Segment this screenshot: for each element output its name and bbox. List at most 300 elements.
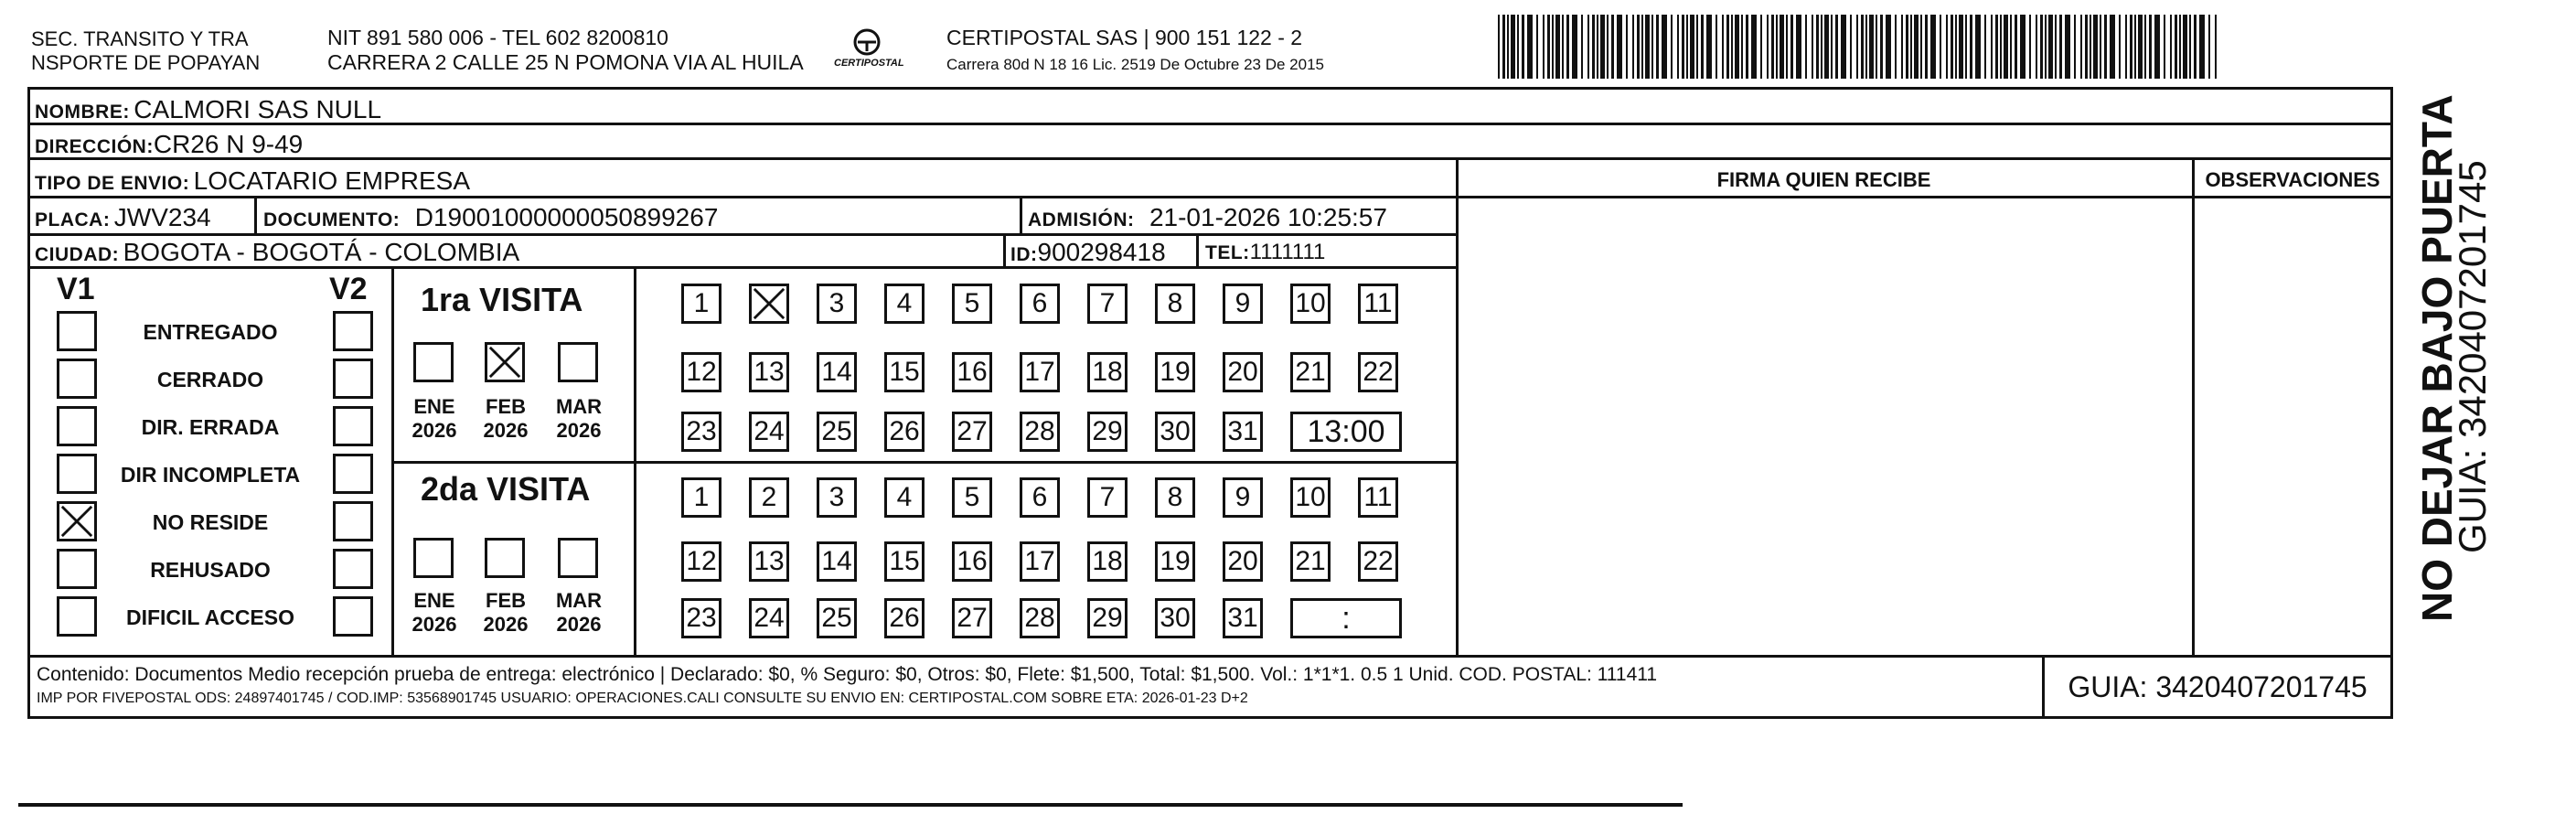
month-name: ENE [413,589,455,612]
barcode-bar [2144,15,2146,79]
id-field [1010,240,1166,265]
v1-label: V1 [57,272,95,306]
barcode-bar [1901,15,1903,79]
time-box[interactable]: 13:00 [1290,412,1402,452]
barcode-bar [1984,15,1986,79]
barcode-bar [1812,15,1813,79]
id-value: 900298418 [1037,238,1166,266]
barcode-bar [2134,15,2136,79]
day-box[interactable]: 23 [681,598,721,638]
barcode-bar [1701,15,1704,79]
day-box[interactable]: 29 [1087,412,1128,452]
day-box[interactable]: 17 [1020,541,1060,582]
barcode-bar [1869,15,1874,79]
first-visit-label: 1ra VISITA [421,281,583,318]
day-box[interactable]: 13 [749,541,789,582]
barcode-bar [2093,15,2098,79]
barcode-bar [1995,15,1998,79]
day-box[interactable]: 20 [1223,352,1263,392]
month-label [474,395,538,444]
barcode-bar [1760,15,1762,79]
v1-checkbox[interactable] [57,311,97,351]
day-box[interactable]: 13 [749,352,789,392]
day-box[interactable]: 18 [1087,541,1128,582]
day-box[interactable]: 31 [1223,598,1263,638]
barcode [1498,15,2220,79]
obs-header: OBSERVACIONES [2205,168,2380,191]
day-box[interactable]: 22 [1358,352,1398,392]
bottom-rule [18,803,1683,807]
barcode-bar [1965,15,1967,79]
barcode-bar [1741,15,1743,79]
month-label [402,589,466,637]
month-label [547,395,611,444]
barcode-bar [1991,15,1993,79]
day-box[interactable]: 7 [1087,477,1128,518]
barcode-bar [2036,15,2037,79]
barcode-bar [1975,15,1981,79]
barcode-bar [1498,15,1500,79]
day-box[interactable]: 14 [817,352,857,392]
firma-header: FIRMA QUIEN RECIBE [1716,168,1931,191]
month-checkbox[interactable] [558,342,598,382]
day-box[interactable]: 26 [884,412,925,452]
barcode-bar [2004,15,2008,79]
month-year: 2026 [483,613,529,637]
day-box[interactable]: 27 [952,598,992,638]
day-box[interactable] [749,284,789,324]
day-box[interactable]: 22 [1358,541,1398,582]
day-box[interactable]: 23 [681,412,721,452]
second-visit-label: 2da VISITA [421,470,591,508]
day-box[interactable]: 15 [884,352,925,392]
barcode-bar [1959,15,1963,79]
x-mark-icon [59,504,94,539]
barcode-bar [1581,15,1583,79]
month-checkbox[interactable] [485,538,525,578]
barcode-bar [2179,15,2181,79]
month-label [402,395,466,444]
nombre-label [35,97,381,123]
day-box[interactable]: 4 [884,477,925,518]
barcode-bar [1511,15,1515,79]
month-label [547,589,611,637]
barcode-bar [1507,15,1509,79]
barcode-bar [1662,15,1667,79]
v2-checkbox[interactable] [333,311,373,351]
nombre-value: CALMORI SAS NULL [134,95,382,123]
certipostal-logo [830,26,903,79]
barcode-bar [1686,15,1688,79]
day-box[interactable]: 29 [1087,598,1128,638]
barcode-bar [1555,15,1560,79]
barcode-bar [1850,15,1852,79]
month-checkbox[interactable] [413,342,454,382]
barcode-bar [1880,15,1883,79]
barcode-bar [2000,15,2002,79]
barcode-bar [2015,15,2017,79]
barcode-bar [1543,15,1545,79]
v1-checkbox[interactable] [57,501,97,541]
barcode-bar [1780,15,1784,79]
day-box[interactable]: 21 [1290,352,1331,392]
barcode-bar [1751,15,1757,79]
day-box[interactable]: 28 [1020,412,1060,452]
barcode-bar [1776,15,1778,79]
day-box[interactable]: 21 [1290,541,1331,582]
day-box[interactable]: 15 [884,541,925,582]
barcode-bar [1940,15,1941,79]
barcode-bar [1527,15,1533,79]
barcode-bar [1821,15,1822,79]
admision-field [1028,205,1387,230]
month-year: 2026 [483,419,529,443]
day-box[interactable]: 11 [1358,284,1398,324]
v1-checkbox[interactable] [57,596,97,637]
barcode-bar [1611,15,1614,79]
row-line-5 [27,266,1458,269]
day-box[interactable]: 1 [681,477,721,518]
day-box[interactable]: 24 [749,412,789,452]
barcode-bar [1547,15,1550,79]
barcode-bar [1886,15,1891,79]
barcode-bar [1632,15,1634,79]
barcode-bar [1790,15,1793,79]
reason-label: DIR INCOMPLETA [120,463,301,487]
day-box[interactable]: 1 [681,284,721,324]
sender-line-2: NSPORTE DE POPAYAN [31,51,261,74]
day-box[interactable]: 20 [1223,541,1263,582]
day-box[interactable]: 10 [1290,477,1331,518]
barcode-bar [1592,15,1595,79]
tel-field [1205,241,1325,263]
month-year: 2026 [412,613,457,637]
barcode-bar [1645,15,1650,79]
barcode-bar [1906,15,1908,79]
day-box[interactable]: 24 [749,598,789,638]
placa-divider [254,196,257,234]
month-name: FEB [486,395,526,418]
day-box[interactable]: 16 [952,541,992,582]
row-line-4 [27,233,1458,236]
documento-value: D19001000000050899267 [414,203,719,231]
barcode-bar [1722,15,1724,79]
barcode-bar [2130,15,2132,79]
imp-line: IMP POR FIVEPOSTAL ODS: 24897401745 / COD.IMP: 53568901745 USUARIO: OPERACIONES.CALI CONSULTE SU ENVIO EN: CERTIPOSTAL.COM SOBRE ETA: 2026-01-23 D+2 [37,691,1248,706]
x-mark-icon [752,286,786,321]
ciudad-label: CIUDAD: [35,244,120,265]
barcode-bar [1597,15,1598,79]
v1-checkbox[interactable] [57,406,97,446]
obs-col-left [2192,157,2195,657]
month-checkbox[interactable] [413,538,454,578]
barcode-bar [2119,15,2121,79]
v2-checkbox[interactable] [333,596,373,637]
v1-checkbox[interactable] [57,454,97,494]
barcode-bar [2029,15,2031,79]
barcode-bar [1562,15,1564,79]
v1-checkbox[interactable] [57,359,97,399]
row-line-6 [27,655,2393,658]
barcode-bar [1970,15,1972,79]
side-warning: NO DEJAR BAJO PUERTA [2413,94,2461,622]
barcode-bar [1600,15,1605,79]
barcode-bar [1835,15,1838,79]
documento-label: DOCUMENTO: [263,209,401,230]
barcode-bar [2189,15,2191,79]
row-line-1 [27,123,2393,125]
barcode-bar [2048,15,2053,79]
barcode-bar [1656,15,1659,79]
contenido-line: Contenido: Documentos Medio recepción prueba de entrega: electrónico | Declarado: $0, % Seguro: $0, Otros: $0, Flete: $1,500, Total: $1,500. Vol.: 1*1*1. 0.5 1 Unid. COD. POSTAL: 111411 [37,664,1658,685]
day-box[interactable]: 6 [1020,284,1060,324]
id-divider [1003,233,1006,267]
barcode-bar [2125,15,2127,79]
barcode-bar [1876,15,1877,79]
barcode-bar [1706,15,1712,79]
day-box[interactable]: 10 [1290,284,1331,324]
tipo-label [35,168,470,194]
barcode-bar [1626,15,1628,79]
v2-checkbox[interactable] [333,454,373,494]
barcode-bar [2215,15,2217,79]
reason-label: CERRADO [156,368,264,391]
barcode-bar [1805,15,1807,79]
day-box[interactable]: 31 [1223,412,1263,452]
month-name: MAR [555,395,603,418]
tel-value: 1111111 [1249,240,1326,264]
placa-label: PLACA: [35,209,111,230]
v2-checkbox[interactable] [333,359,373,399]
barcode-bar [2208,15,2210,79]
day-box[interactable]: 4 [884,284,925,324]
day-box[interactable]: 26 [884,598,925,638]
day-box[interactable]: 3 [817,477,857,518]
barcode-bar [2074,15,2076,79]
day-box[interactable]: 17 [1020,352,1060,392]
logo-text: CERTIPOSTAL [834,58,904,69]
barcode-bar [1731,15,1733,79]
footer-guia: GUIA: 3420407201745 [2068,670,2368,703]
v1-checkbox[interactable] [57,549,97,589]
day-box[interactable]: 2 [749,477,789,518]
day-box[interactable]: 25 [817,598,857,638]
day-box[interactable]: 16 [952,352,992,392]
barcode-bar [1841,15,1846,79]
day-box[interactable]: 14 [817,541,857,582]
barcode-bar [2010,15,2012,79]
barcode-bar [2085,15,2088,79]
barcode-bar [2020,15,2026,79]
day-box[interactable]: 9 [1223,284,1263,324]
barcode-bar [1831,15,1833,79]
direccion-value: CR26 N 9-49 [153,130,304,158]
company-line: CERTIPOSTAL SAS | 900 151 122 - 2 [946,26,1303,49]
barcode-bar [2164,15,2165,79]
placa-field [35,205,211,230]
time-box[interactable]: : [1290,598,1402,638]
barcode-bar [1946,15,1948,79]
barcode-bar [1735,15,1739,79]
barcode-bar [1566,15,1569,79]
barcode-bar [1767,15,1769,79]
barcode-bar [1816,15,1819,79]
month-checkbox[interactable] [558,538,598,578]
barcode-bar [1786,15,1788,79]
barcode-bar [1796,15,1801,79]
day-box[interactable]: 8 [1155,477,1195,518]
barcode-bar [1910,15,1912,79]
barcode-bar [2080,15,2082,79]
direccion-label-text: DIRECCIÓN: [35,136,154,157]
sender-line-1: SEC. TRANSITO Y TRA [31,27,249,50]
day-box[interactable]: 7 [1087,284,1128,324]
day-box[interactable]: 30 [1155,412,1195,452]
barcode-bar [2045,15,2047,79]
tipo-value: LOCATARIO EMPRESA [193,166,470,195]
reason-label: NO RESIDE [152,510,269,534]
barcode-bar [1920,15,1922,79]
frame-bottom [27,716,2393,719]
barcode-bar [1502,15,1505,79]
barcode-bar [2138,15,2143,79]
barcode-bar [1682,15,1684,79]
day-box[interactable]: 11 [1358,477,1398,518]
month-name: ENE [413,395,455,418]
barcode-bar [1930,15,1936,79]
admision-divider [1020,196,1022,234]
reason-label: DIR. ERRADA [141,415,280,439]
row-line-2 [27,157,2393,160]
barcode-bar [1696,15,1698,79]
day-box[interactable]: 12 [681,352,721,392]
frame-right [2390,87,2393,719]
barcode-bar [2110,15,2115,79]
direccion-label [35,132,303,157]
license-line: Carrera 80d N 18 16 Lic. 2519 De Octubre 23 De 2015 [946,56,1324,73]
reason-label: DIFICIL ACCESO [125,605,294,629]
barcode-bar [1517,15,1519,79]
row-line-3 [27,196,2393,198]
barcode-bar [1824,15,1829,79]
barcode-bar [1552,15,1554,79]
barcode-bar [1746,15,1748,79]
day-box[interactable]: 6 [1020,477,1060,518]
day-box[interactable]: 3 [817,284,857,324]
day-box[interactable]: 19 [1155,541,1195,582]
barcode-bar [2175,15,2177,79]
ciudad-field [35,240,519,265]
ciudad-value: BOGOTA - BOGOTÁ - COLOMBIA [123,238,520,266]
day-box[interactable]: 28 [1020,598,1060,638]
v2-checkbox[interactable] [333,406,373,446]
barcode-bar [1771,15,1774,79]
barcode-bar [1726,15,1729,79]
admision-label: ADMISIÓN: [1028,209,1135,230]
x-mark-icon [487,345,522,380]
v2-checkbox[interactable] [333,549,373,589]
barcode-bar [1607,15,1609,79]
barcode-bar [2040,15,2043,79]
barcode-bar [1861,15,1864,79]
tipo-label-text: TIPO DE ENVIO: [35,173,190,194]
barcode-bar [1690,15,1694,79]
month-name: MAR [555,589,603,612]
barcode-bar [2104,15,2107,79]
tel-divider [1196,233,1199,267]
barcode-bar [1641,15,1643,79]
barcode-bar [2170,15,2172,79]
reason-label: REHUSADO [150,558,271,582]
barcode-bar [2154,15,2160,79]
admision-value: 21-01-2026 10:25:57 [1149,203,1387,231]
barcode-bar [1651,15,1653,79]
barcode-bar [2194,15,2197,79]
barcode-bar [1617,15,1622,79]
barcode-bar [1677,15,1679,79]
barcode-bar [1536,15,1538,79]
day-box[interactable]: 5 [952,284,992,324]
barcode-bar [2065,15,2070,79]
placa-value: JWV234 [113,203,211,231]
barcode-bar [1895,15,1897,79]
barcode-bar [2199,15,2205,79]
day-box[interactable]: 30 [1155,598,1195,638]
day-box[interactable]: 9 [1223,477,1263,518]
reason-label: ENTREGADO [143,320,278,344]
day-box[interactable]: 25 [817,412,857,452]
barcode-bar [1716,15,1717,79]
day-box[interactable]: 5 [952,477,992,518]
frame-top [27,87,2393,90]
month-year: 2026 [412,419,457,443]
day-box[interactable]: 12 [681,541,721,582]
barcode-bar [1856,15,1858,79]
barcode-bar [1637,15,1640,79]
barcode-bar [2100,15,2101,79]
barcode-bar [1951,15,1953,79]
barcode-bar [2059,15,2062,79]
visits-divider [391,461,1458,464]
barcode-bar [1955,15,1957,79]
nit-line: NIT 891 580 006 - TEL 602 8200810 [327,26,668,49]
barcode-bar [1671,15,1673,79]
month-name: FEB [486,589,526,612]
month-year: 2026 [556,419,602,443]
month-checkbox[interactable] [485,342,525,382]
barcode-bar [1572,15,1577,79]
barcode-bar [1587,15,1589,79]
day-box[interactable]: 8 [1155,284,1195,324]
day-box[interactable]: 27 [952,412,992,452]
side-guia: GUIA: 3420407201745 [2451,160,2494,553]
id-label: ID: [1010,244,1038,265]
day-box[interactable]: 18 [1087,352,1128,392]
month-year: 2026 [556,613,602,637]
v2-checkbox[interactable] [333,501,373,541]
nombre-label-text: NOMBRE: [35,102,130,123]
firma-col-left [1456,157,1459,657]
documento-field [263,205,718,230]
month-label [474,589,538,637]
v2-label: V2 [329,272,368,306]
barcode-bar [1865,15,1867,79]
frame-left [27,87,30,719]
address-line: CARRERA 2 CALLE 25 N POMONA VIA AL HUILA [327,50,804,74]
day-box[interactable]: 19 [1155,352,1195,392]
barcode-bar [2149,15,2152,79]
barcode-bar [2055,15,2057,79]
